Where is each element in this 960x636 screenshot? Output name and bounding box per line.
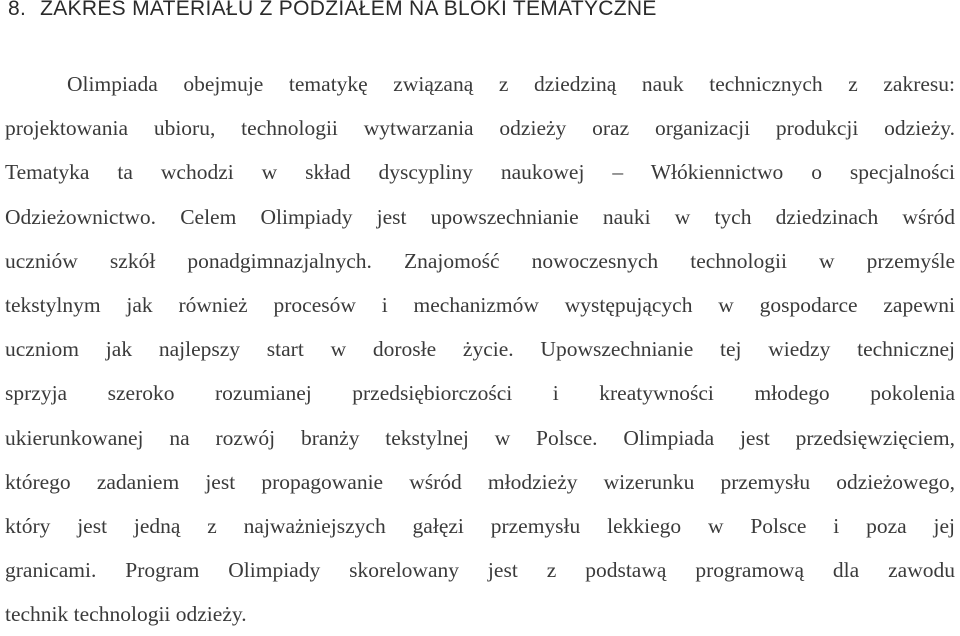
section-title: ZAKRES MATERIAŁU Z PODZIAŁEM NA BLOKI TEMATYCZNE [40, 0, 657, 20]
paragraph-line: tekstylnym jak również procesów i mechanizmów występujących w gospodarce zapewni [5, 292, 955, 317]
paragraph-line: technik technologii odzieży. [5, 602, 247, 627]
body-paragraph [5, 62, 955, 636]
paragraph-line: sprzyja szeroko rozumianej przedsiębiorczości i kreatywności młodego pokolenia [5, 381, 955, 406]
paragraph-line: projektowania ubioru, technologii wytwarzania odzieży oraz organizacji produkcji odzieży. [5, 116, 955, 141]
paragraph-line: Tematyka ta wchodzi w skład dyscypliny naukowej – Włókiennictwo o specjalności [5, 160, 955, 185]
paragraph-line: granicami. Program Olimpiady skorelowany jest z podstawą programową dla zawodu [5, 558, 955, 583]
section-heading [8, 0, 657, 21]
paragraph-line: ukierunkowanej na rozwój branży tekstylnej w Polsce. Olimpiada jest przedsięwzięciem, [5, 425, 955, 450]
paragraph-line: Olimpiada obejmuje tematykę związaną z dziedziną nauk technicznych z zakresu: [67, 72, 955, 96]
paragraph-line: Odzieżownictwo. Celem Olimpiady jest upowszechnianie nauki w tych dziedzinach wśród [5, 204, 955, 229]
paragraph-line: uczniom jak najlepszy start w dorosłe życie. Upowszechnianie tej wiedzy technicznej [5, 337, 955, 362]
paragraph-line: który jest jedną z najważniejszych gałęzi przemysłu lekkiego w Polsce i poza jej [5, 513, 955, 538]
paragraph-line: uczniów szkół ponadgimnazjalnych. Znajomość nowoczesnych technologii w przemyśle [5, 248, 955, 273]
section-number: 8. [8, 0, 27, 20]
paragraph-line: którego zadaniem jest propagowanie wśród młodzieży wizerunku przemysłu odzieżowego, [5, 469, 955, 494]
